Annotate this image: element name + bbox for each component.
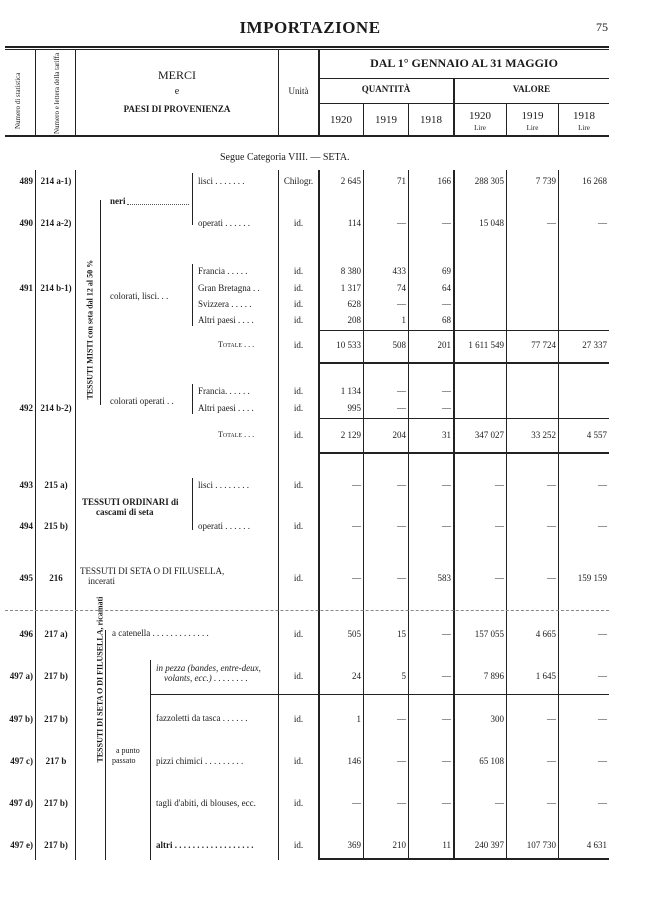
cell-desc: Altri paesi . . . . xyxy=(198,315,254,325)
tessuti-ordinari-label-2: cascami di seta xyxy=(96,507,154,517)
category-title: Segue Categoria VIII. — SETA. xyxy=(220,152,350,163)
cell-v1918: — xyxy=(598,480,607,490)
cell-unit: id. xyxy=(293,573,304,583)
cell-v1918: 159 159 xyxy=(577,573,607,583)
cell-v1918: — xyxy=(598,218,607,228)
year-q1918: 1918 xyxy=(420,114,442,126)
cell-q1918: 31 xyxy=(442,430,451,440)
cell-unit: id. xyxy=(293,340,304,350)
year-v1920: 1920 xyxy=(469,110,491,122)
cell-v1920: — xyxy=(495,798,504,808)
cell-stat: 489 xyxy=(19,176,33,186)
cell-stat: 493 xyxy=(19,480,33,490)
col-stat-header: Numero di statistica xyxy=(14,72,22,129)
cell-q1919: 204 xyxy=(392,430,406,440)
cell-desc: Totale . . . xyxy=(218,340,255,349)
cell-tar: 217 b xyxy=(45,756,67,766)
lire-label: Lire xyxy=(474,124,486,132)
cell-desc: Gran Bretagna . . xyxy=(198,283,260,293)
col-tariff-header: Numero e lettera della tariffa xyxy=(53,52,61,134)
cell-q1918: — xyxy=(442,629,451,639)
colorati-operati-label: colorati operati . . xyxy=(110,396,174,406)
cell-desc: Totale . . . xyxy=(218,430,255,439)
tessuti-misti-label: TESSUTI MISTI con seta dal 12 al 50 % xyxy=(85,259,95,400)
cell-q1918: — xyxy=(442,386,451,396)
cell-v1920: 300 xyxy=(490,714,504,724)
cell-tar: 217 b) xyxy=(44,840,68,850)
fazzoletti-label: fazzoletti da tasca . . . . . . xyxy=(156,713,248,723)
tessuti-seta-label: TESSUTI DI SETA O DI FILUSELLA, xyxy=(80,566,225,576)
cell-stat: 497 b) xyxy=(9,714,33,724)
cell-q1919: — xyxy=(397,218,406,228)
cell-v1918: — xyxy=(598,756,607,766)
paesi-header: PAESI DI PROVENIENZA xyxy=(123,104,231,114)
cell-desc: lisci . . . . . . . xyxy=(198,176,245,186)
cell-v1919: — xyxy=(547,521,556,531)
cell-q1919: 1 xyxy=(401,315,406,325)
cell-stat: 490 xyxy=(19,218,33,228)
tessuti-ricamati-label: TESSUTI DI SETA O DI FILUSELLA, ricamati xyxy=(95,596,105,763)
cell-tar: 216 xyxy=(49,573,63,583)
cell-q1918: — xyxy=(442,480,451,490)
cell-tar: 214 b-1) xyxy=(40,283,72,293)
cell-unit: id. xyxy=(293,218,304,228)
cell-unit: id. xyxy=(293,386,304,396)
cell-v1919: 4 665 xyxy=(535,629,556,639)
cell-q1918: — xyxy=(442,756,451,766)
page-number: 75 xyxy=(596,20,608,34)
cell-tar: 215 b) xyxy=(44,521,68,531)
cell-q1919: 5 xyxy=(401,671,406,681)
tessuti-ordinari-label: TESSUTI ORDINARI di xyxy=(82,497,179,507)
cell-tar: 217 b) xyxy=(44,798,68,808)
cell-v1920: 347 027 xyxy=(474,430,504,440)
pizzi-label: pizzi chimici . . . . . . . . . xyxy=(156,756,244,766)
cell-v1920: — xyxy=(495,521,504,531)
unita-header: Unità xyxy=(288,86,309,96)
cell-stat: 496 xyxy=(19,629,33,639)
cell-q1920: 2 645 xyxy=(340,176,361,186)
cell-unit: id. xyxy=(293,629,304,639)
cell-q1918: 166 xyxy=(437,176,451,186)
a-punto-label: a punto xyxy=(116,746,140,755)
a-punto-label-2: passato xyxy=(112,756,136,765)
cell-q1919: — xyxy=(397,521,406,531)
cell-v1920: 288 305 xyxy=(474,176,504,186)
cell-desc: Altri paesi . . . . xyxy=(198,403,254,413)
cell-v1919: — xyxy=(547,480,556,490)
cell-v1919: — xyxy=(547,798,556,808)
cell-tar: 217 b) xyxy=(44,714,68,724)
in-pezza-label-2: volants, ecc.) . . . . . . . . xyxy=(164,673,248,683)
cell-q1920: 114 xyxy=(347,218,361,228)
cell-unit: id. xyxy=(293,430,304,440)
cell-q1919: — xyxy=(397,714,406,724)
header-top-rule xyxy=(5,46,609,48)
cell-v1919: 107 730 xyxy=(526,840,556,850)
year-q1919: 1919 xyxy=(375,114,397,126)
cell-q1919: 15 xyxy=(397,629,406,639)
cell-v1919: — xyxy=(547,573,556,583)
cell-q1920: 10 533 xyxy=(336,340,361,350)
valore-header: VALORE xyxy=(512,84,551,94)
cell-desc: Francia. . . . . . xyxy=(198,386,250,396)
cell-q1920: — xyxy=(352,480,361,490)
cell-q1920: 628 xyxy=(347,299,361,309)
cell-q1920: — xyxy=(352,573,361,583)
cell-unit: id. xyxy=(293,521,304,531)
cell-q1920: 8 380 xyxy=(340,266,361,276)
cell-v1918: — xyxy=(598,671,607,681)
cell-v1920: 15 048 xyxy=(479,218,504,228)
cell-desc: Francia . . . . . xyxy=(198,266,248,276)
cell-desc: Svizzera . . . . . xyxy=(198,299,252,309)
cell-v1920: 157 055 xyxy=(474,629,504,639)
period-header: DAL 1° GENNAIO AL 31 MAGGIO xyxy=(370,56,558,70)
cell-q1919: — xyxy=(397,403,406,413)
in-pezza-label: in pezza (bandes, entre-deux, xyxy=(156,663,261,673)
cell-tar: 214 b-2) xyxy=(40,403,72,413)
colorati-lisci-label: colorati, lisci. . . xyxy=(110,291,169,301)
cell-v1920: — xyxy=(495,573,504,583)
cell-q1918: 64 xyxy=(442,283,451,293)
cell-v1918: 4 631 xyxy=(586,840,607,850)
cell-tar: 217 b) xyxy=(44,671,68,681)
cell-v1919: 33 252 xyxy=(531,430,556,440)
cell-q1920: 1 xyxy=(356,714,361,724)
cell-v1918: 27 337 xyxy=(582,340,607,350)
cell-v1918: 4 557 xyxy=(586,430,607,440)
cell-q1919: 433 xyxy=(392,266,406,276)
cell-unit: Chilogr. xyxy=(283,176,314,186)
cell-v1918: 16 268 xyxy=(582,176,607,186)
cell-stat: 497 c) xyxy=(10,756,33,766)
quantita-header: QUANTITÀ xyxy=(361,84,411,94)
tessuti-seta-label-2: incerati xyxy=(88,576,115,586)
cell-q1919: — xyxy=(397,480,406,490)
cell-q1918: 583 xyxy=(437,573,451,583)
cell-q1919: 74 xyxy=(397,283,406,293)
cell-q1920: — xyxy=(352,798,361,808)
cell-q1919: — xyxy=(397,386,406,396)
merci-e: e xyxy=(174,86,180,97)
cell-q1920: 995 xyxy=(347,403,361,413)
cell-v1920: 7 896 xyxy=(483,671,504,681)
cell-unit: id. xyxy=(293,299,304,309)
year-q1920: 1920 xyxy=(330,114,352,126)
cell-v1920: 65 108 xyxy=(479,756,504,766)
cell-desc: operati . . . . . . xyxy=(198,521,250,531)
cell-q1918: — xyxy=(442,798,451,808)
cell-q1920: 2 129 xyxy=(340,430,361,440)
cell-unit: id. xyxy=(293,315,304,325)
cell-unit: id. xyxy=(293,266,304,276)
cell-unit: id. xyxy=(293,671,304,681)
cell-stat: 497 a) xyxy=(9,671,33,681)
cell-stat: 497 d) xyxy=(9,798,33,808)
cell-tar: 214 a-1) xyxy=(40,176,72,186)
cell-q1918: 68 xyxy=(442,315,451,325)
cell-stat: 494 xyxy=(19,521,33,531)
cell-q1920: 1 317 xyxy=(340,283,361,293)
cell-q1918: — xyxy=(442,521,451,531)
cell-v1919: 1 645 xyxy=(535,671,556,681)
cell-v1919: — xyxy=(547,218,556,228)
year-v1919: 1919 xyxy=(521,110,544,122)
cell-tar: 217 a) xyxy=(44,629,68,639)
header-bottom-rule xyxy=(5,135,609,137)
cell-q1920: — xyxy=(352,521,361,531)
cell-unit: id. xyxy=(293,798,304,808)
cell-desc: lisci . . . . . . . . xyxy=(198,480,249,490)
cell-q1918: 69 xyxy=(442,266,451,276)
tagli-label: tagli d'abiti, di blouses, ecc. xyxy=(156,798,256,808)
cell-q1920: 1 134 xyxy=(340,386,361,396)
cell-unit: id. xyxy=(293,756,304,766)
cell-q1918: — xyxy=(442,714,451,724)
cell-stat: 495 xyxy=(19,573,33,583)
cell-unit: id. xyxy=(293,283,304,293)
page-title: IMPORTAZIONE xyxy=(239,18,381,37)
cell-q1919: 508 xyxy=(392,340,406,350)
cell-unit: id. xyxy=(293,403,304,413)
cell-q1918: 11 xyxy=(442,840,451,850)
cell-stat: 491 xyxy=(19,283,33,293)
cell-v1920: — xyxy=(495,480,504,490)
cell-v1918: — xyxy=(598,629,607,639)
cell-q1920: 208 xyxy=(347,315,361,325)
cell-v1919: — xyxy=(547,714,556,724)
cell-q1918: 201 xyxy=(437,340,451,350)
cell-q1920: 505 xyxy=(347,629,361,639)
cell-q1919: 210 xyxy=(392,840,406,850)
cell-unit: id. xyxy=(293,714,304,724)
cell-q1919: — xyxy=(397,573,406,583)
cell-stat: 497 e) xyxy=(10,840,33,850)
cell-v1919: 77 724 xyxy=(531,340,556,350)
cell-q1918: — xyxy=(442,299,451,309)
cell-q1919: 71 xyxy=(397,176,406,186)
cell-q1920: 369 xyxy=(347,840,361,850)
cell-v1918: — xyxy=(598,798,607,808)
cell-v1918: — xyxy=(598,714,607,724)
cell-q1918: — xyxy=(442,218,451,228)
cell-q1918: — xyxy=(442,671,451,681)
cell-v1920: 1 611 549 xyxy=(468,340,504,350)
cell-q1918: — xyxy=(442,403,451,413)
cell-tar: 215 a) xyxy=(44,480,68,490)
cell-q1920: 146 xyxy=(347,756,361,766)
merci-header: MERCI xyxy=(157,68,196,82)
cell-q1919: — xyxy=(397,798,406,808)
lire-label: Lire xyxy=(526,124,539,132)
cell-v1918: — xyxy=(598,521,607,531)
cell-desc: operati . . . . . . xyxy=(198,218,250,228)
year-v1918: 1918 xyxy=(573,110,595,122)
cell-q1919: — xyxy=(397,756,406,766)
neri-label: neri xyxy=(110,196,126,206)
cell-v1919: 7 739 xyxy=(535,176,556,186)
cell-v1920: 240 397 xyxy=(474,840,504,850)
cell-stat: 492 xyxy=(19,403,33,413)
cell-tar: 214 a-2) xyxy=(40,218,72,228)
lire-label: Lire xyxy=(578,124,590,132)
cell-v1919: — xyxy=(547,756,556,766)
cell-q1920: 24 xyxy=(352,671,361,681)
cell-q1919: — xyxy=(397,299,406,309)
cell-unit: id. xyxy=(293,840,304,850)
altri-label: altri . . . . . . . . . . . . . . . . . . xyxy=(156,840,254,850)
cell-unit: id. xyxy=(293,480,304,490)
a-catenella-label: a catenella . . . . . . . . . . . . . xyxy=(112,628,209,638)
